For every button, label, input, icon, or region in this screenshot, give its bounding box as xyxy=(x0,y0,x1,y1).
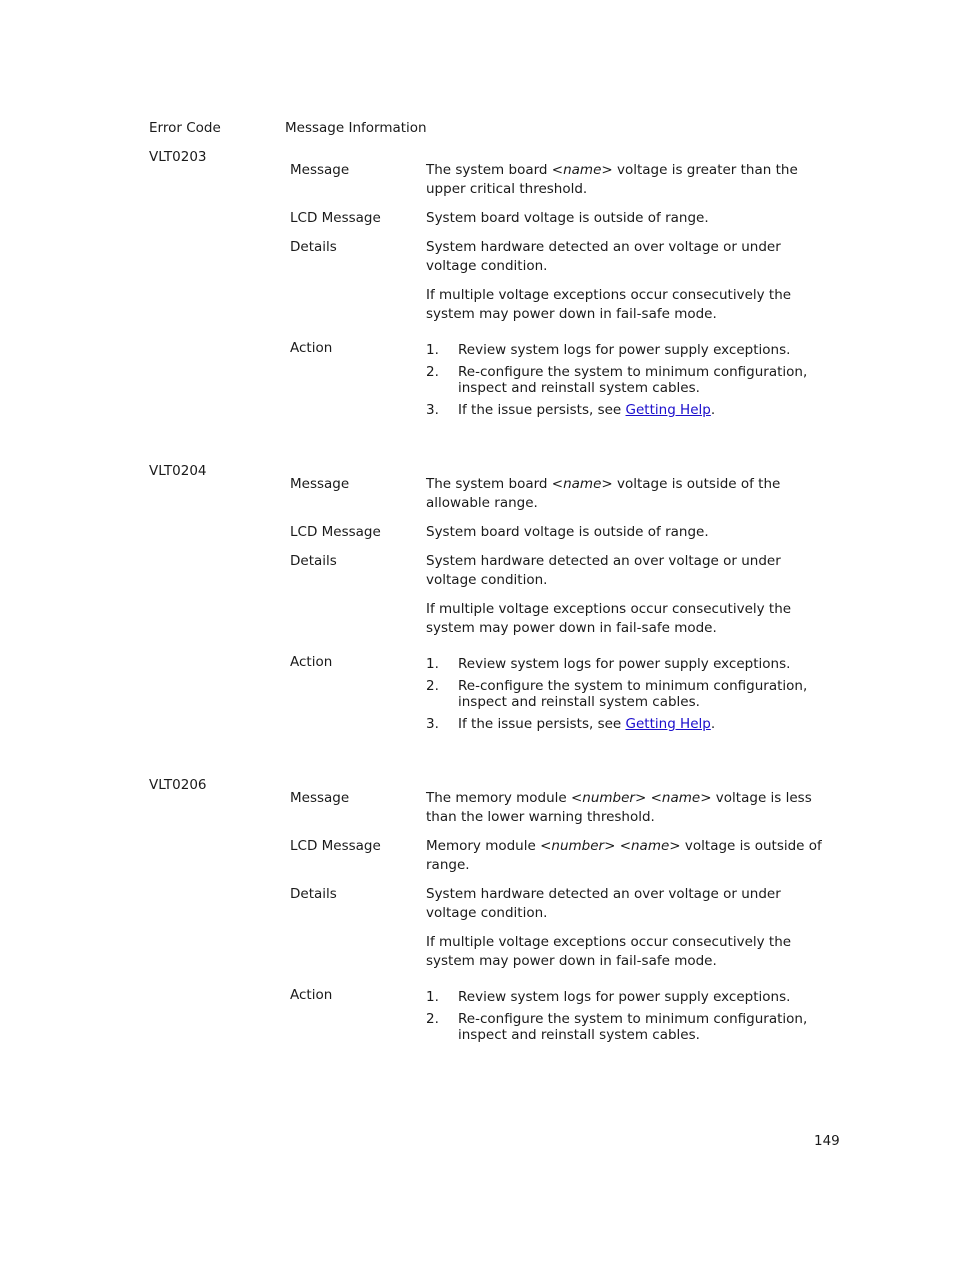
lcd-message-row xyxy=(290,523,835,542)
step-number: 2. xyxy=(426,678,439,694)
step-text: Re-configure the system to minimum configuration, inspect and reinstall system cables. xyxy=(458,1011,808,1043)
lcd-message-label: LCD Message xyxy=(290,838,381,854)
error-code: VLT0206 xyxy=(149,777,207,793)
lcd-message-text xyxy=(426,523,833,542)
text-segment: voltage is outside of the allowable range. xyxy=(426,476,781,511)
placeholder-text: <name> xyxy=(551,162,613,178)
step-number: 2. xyxy=(426,1011,439,1027)
action-steps xyxy=(426,342,833,418)
text-segment: voltage is outside of range. xyxy=(426,838,822,873)
action-step xyxy=(426,1011,833,1043)
entry-fields xyxy=(290,475,835,738)
details-text: If multiple voltage exceptions occur consecutively the system may power down in fail-safe mode. xyxy=(426,287,792,322)
placeholder-text: <name> xyxy=(619,838,681,854)
action-label: Action xyxy=(290,654,333,670)
action-step xyxy=(426,364,833,396)
text-segment: System board voltage is outside of range. xyxy=(426,210,709,226)
getting-help-link[interactable]: Getting Help xyxy=(625,716,711,732)
error-code: VLT0203 xyxy=(149,149,207,165)
error-code: VLT0204 xyxy=(149,463,207,479)
action-steps xyxy=(426,656,833,732)
details-text: If multiple voltage exceptions occur consecutively the system may power down in fail-safe mode. xyxy=(426,601,792,636)
message-text xyxy=(426,475,833,513)
placeholder-text: <name> xyxy=(650,790,712,806)
text-segment: System board voltage is outside of range. xyxy=(426,524,709,540)
action-step xyxy=(426,342,833,358)
step-text: Review system logs for power supply exceptions. xyxy=(458,989,791,1005)
step-text: Re-configure the system to minimum configuration, inspect and reinstall system cables. xyxy=(458,678,808,710)
text-segment: voltage is less than the lower warning threshold. xyxy=(426,790,812,825)
step-text: If the issue persists, see xyxy=(458,402,626,418)
action-label: Action xyxy=(290,340,333,356)
lcd-message-text xyxy=(426,209,833,228)
step-number: 1. xyxy=(426,342,439,358)
lcd-message-label: LCD Message xyxy=(290,210,381,226)
details-label: Details xyxy=(290,553,337,569)
step-punctuation: . xyxy=(710,716,716,732)
message-row xyxy=(290,475,835,513)
action-step xyxy=(426,989,833,1005)
action-steps xyxy=(426,989,833,1043)
details-label: Details xyxy=(290,239,337,255)
action-step xyxy=(426,716,833,732)
text-segment: Memory module xyxy=(426,838,541,854)
details-label: Details xyxy=(290,886,337,902)
text-segment: The memory module xyxy=(426,790,571,806)
text-segment: The system board xyxy=(426,162,552,178)
details-text: System hardware detected an over voltage or under voltage condition. xyxy=(426,886,781,921)
details-text: If multiple voltage exceptions occur consecutively the system may power down in fail-safe mode. xyxy=(426,934,792,969)
action-step xyxy=(426,678,833,710)
page-number: 149 xyxy=(814,1133,840,1149)
message-text xyxy=(426,789,833,827)
placeholder-text: <name> xyxy=(551,476,613,492)
action-step xyxy=(426,656,833,672)
message-text xyxy=(426,161,833,199)
entry-fields xyxy=(290,789,835,1049)
column-header-error-code: Error Code xyxy=(149,120,221,136)
details-row xyxy=(290,885,835,971)
details-text: System hardware detected an over voltage or under voltage condition. xyxy=(426,553,781,588)
action-label: Action xyxy=(290,987,333,1003)
entry-fields xyxy=(290,161,835,424)
step-punctuation: . xyxy=(710,402,716,418)
message-row xyxy=(290,789,835,827)
action-row xyxy=(290,653,835,732)
getting-help-link[interactable]: Getting Help xyxy=(625,402,711,418)
lcd-message-row xyxy=(290,837,835,875)
action-row xyxy=(290,339,835,418)
details-row xyxy=(290,238,835,324)
action-step xyxy=(426,402,833,418)
step-number: 3. xyxy=(426,716,439,732)
details-text: System hardware detected an over voltage or under voltage condition. xyxy=(426,239,781,274)
message-label: Message xyxy=(290,790,350,806)
placeholder-text: <number> xyxy=(540,838,616,854)
step-number: 1. xyxy=(426,989,439,1005)
step-number: 3. xyxy=(426,402,439,418)
step-number: 2. xyxy=(426,364,439,380)
column-header-message-information: Message Information xyxy=(285,120,427,136)
lcd-message-row xyxy=(290,209,835,228)
message-row xyxy=(290,161,835,199)
action-row xyxy=(290,986,835,1043)
step-text: Re-configure the system to minimum configuration, inspect and reinstall system cables. xyxy=(458,364,808,396)
text-segment: voltage is greater than the upper critical threshold. xyxy=(426,162,798,197)
message-label: Message xyxy=(290,476,350,492)
step-text: Review system logs for power supply exceptions. xyxy=(458,342,791,358)
step-text: If the issue persists, see xyxy=(458,716,626,732)
lcd-message-text xyxy=(426,837,833,875)
details-row xyxy=(290,552,835,638)
lcd-message-label: LCD Message xyxy=(290,524,381,540)
step-number: 1. xyxy=(426,656,439,672)
step-text: Review system logs for power supply exceptions. xyxy=(458,656,791,672)
message-label: Message xyxy=(290,162,350,178)
placeholder-text: <number> xyxy=(570,790,647,806)
text-segment: The system board xyxy=(426,476,552,492)
